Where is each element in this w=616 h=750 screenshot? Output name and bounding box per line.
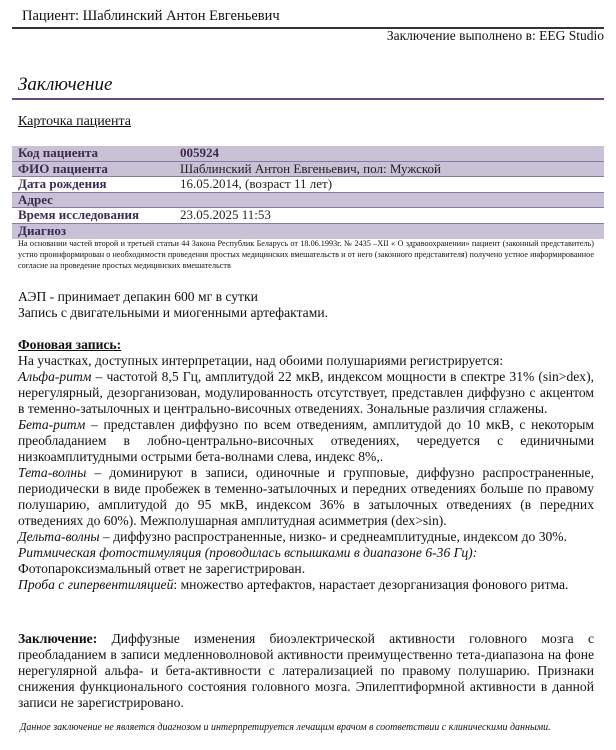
patient-card-table: [12, 146, 604, 239]
card-label: Дата рождения: [18, 176, 107, 192]
hyper-label: Проба с гипервентиляцией: [18, 577, 174, 592]
background-intro: На участках, доступных интерпретации, над обоими полушариями регистрируется:: [18, 353, 504, 368]
card-row-address: [12, 193, 604, 208]
footer-disclaimer: Данное заключение не является диагнозом и интерпретируется лечащим врачом в соответствии с клиническими данными.: [20, 722, 551, 733]
note-artifacts: Запись с двигательными и миогенными артефактами.: [18, 305, 328, 320]
background-section: [18, 337, 594, 593]
conclusion-text: Диффузные изменения биоэлектрической активности головного мозга с преобладанием в записи медленноволновой активности преимущественно тета-диапазона на фоне нерегулярной альфа- и бета-активности с латерализацией по правому полушарию. Признаки снижения функционального состояния головного мозга. Эпилептиформной активности в данной записи не зарегистрировано.: [18, 631, 594, 710]
card-row-time: [12, 208, 604, 223]
photostim-label: Ритмическая фотостимуляция (проводилась вспышками в диапазоне 6-36 Гц):: [18, 545, 478, 560]
card-value: 23.05.2025 11:53: [180, 207, 271, 223]
beta-paragraph: [18, 417, 594, 465]
card-row-diagnosis: [12, 224, 604, 239]
delta-text: – диффузно распространенные, низко- и среднеамплитудные, индексом до 30%.: [99, 529, 568, 544]
alpha-label: Альфа-ритм: [18, 369, 92, 384]
card-row-name: [12, 162, 604, 177]
theta-label: Тета-волны: [18, 465, 87, 480]
theta-text: – доминируют в записи, одиночные и групповые, диффузно распространенные, периодически в виде пробежек в теменно-затылочных и передних отведениях больше по правому полушарию, амплитудой до 95 мкВ, индексом 36% в затылочных отведениях (в передних отведениях до 60%). Межполушарная амплитудная асимметрия (dex>sin).: [18, 465, 594, 528]
conclusion-section: [18, 631, 594, 711]
background-heading: Фоновая запись:: [18, 337, 122, 352]
note-medication: АЭП - принимает депакин 600 мг в сутки: [18, 289, 258, 304]
alpha-text: – частотой 8,5 Гц, амплитудой 22 мкВ, индексом мощности в спектре 31% (sin>dex), нерегулярный, дезорганизован, модулированность отсутствует, представлен диффузно с акцентом в теменно-затылочных и центрально-височных отведениях. Зональные различия сглажены.: [18, 369, 594, 416]
patient-card-title: Карточка пациента: [18, 114, 131, 129]
card-value: Шаблинский Антон Евгеньевич, пол: Мужской: [180, 160, 442, 176]
card-value: 16.05.2014, (возраст 11 лет): [180, 176, 333, 192]
beta-label: Бета-ритм: [18, 417, 86, 432]
notes-block: [18, 289, 594, 321]
card-value: 005924: [180, 145, 219, 160]
card-row-code: [12, 146, 604, 161]
beta-text: – представлен диффузно по всем отведениям, амплитудой до 10 мкВ, с некоторым преобладанием в лобно-центрально-височных отведениях, чередуется с единичными низкоамплитудными острыми бета-волнами слева, индекс 8%,.: [18, 417, 594, 464]
delta-paragraph: [18, 529, 594, 545]
hyperventilation-paragraph: [18, 577, 594, 593]
patient-header: Пациент: Шаблинский Антон Евгеньевич: [22, 8, 280, 24]
card-label: Диагноз: [18, 222, 67, 238]
legal-notice: На основании частей второй и третьей статьи 44 Закона Республик Беларусь от 18.06.1993г. № 2435 –XII « О здравоохранении» пациент (законный представитель) устно проинформирован о необходимости проведения простых медицинских вмешательств и от него (законного представителя) получено устное информированное согласие на проведение простых медицинских вмешательств: [18, 239, 594, 270]
card-label: ФИО пациента: [18, 160, 108, 176]
card-label: Код пациента: [18, 145, 99, 160]
conclusion-label: Заключение:: [18, 631, 98, 646]
card-label: Время исследования: [18, 207, 140, 223]
studio-label: Заключение выполнено в: EEG Studio: [386, 28, 604, 43]
photostim-text: Фотопароксизмальный ответ не зарегистрирован.: [18, 561, 306, 576]
alpha-paragraph: [18, 369, 594, 417]
title-divider: [12, 98, 604, 100]
theta-paragraph: [18, 465, 594, 529]
card-row-birth: [12, 177, 604, 192]
card-label: Адрес: [18, 191, 53, 207]
page-title: Заключение: [18, 74, 113, 95]
hyper-text: : множество артефактов, нарастает дезорганизация фонового ритма.: [173, 577, 569, 592]
delta-label: Дельта-волны: [18, 529, 100, 544]
